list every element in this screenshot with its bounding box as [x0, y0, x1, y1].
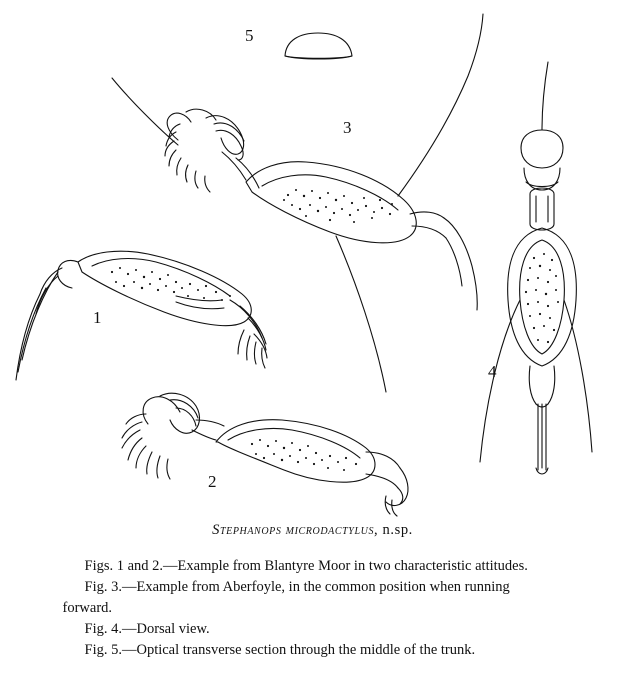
- caption-fig-3: Fig. 3.—Example from Aberfoyle, in the common position when running: [84, 579, 510, 595]
- figure-number-3: 3: [343, 118, 352, 137]
- caption-fig-5: Fig. 5.—Optical transverse section through the middle of the trunk.: [84, 642, 476, 658]
- figure-3-animal: [112, 14, 483, 392]
- caption-lines: [63, 556, 563, 660]
- figure-4-dorsal: [480, 62, 592, 474]
- species-name: Stephanops microdactylus: [212, 522, 375, 538]
- caption-fig-3-continued: forward.: [62, 600, 113, 616]
- caption-figs-1-2: Figs. 1 and 2.—Example from Blantyre Moor in two characteristic attitudes.: [84, 558, 528, 574]
- figure-number-1: 1: [93, 308, 102, 327]
- species-title: [0, 520, 625, 540]
- figure-number-2: 2: [208, 472, 217, 491]
- figure-5-section: [285, 33, 352, 59]
- figure-number-4: 4: [488, 362, 497, 381]
- figure-1-animal: [16, 251, 267, 380]
- figure-2-animal: [122, 393, 408, 516]
- figure-number-5: 5: [245, 26, 254, 45]
- caption-block: [0, 520, 625, 661]
- caption-fig-4: Fig. 4.—Dorsal view.: [84, 621, 210, 637]
- species-suffix: , n.sp.: [374, 522, 413, 538]
